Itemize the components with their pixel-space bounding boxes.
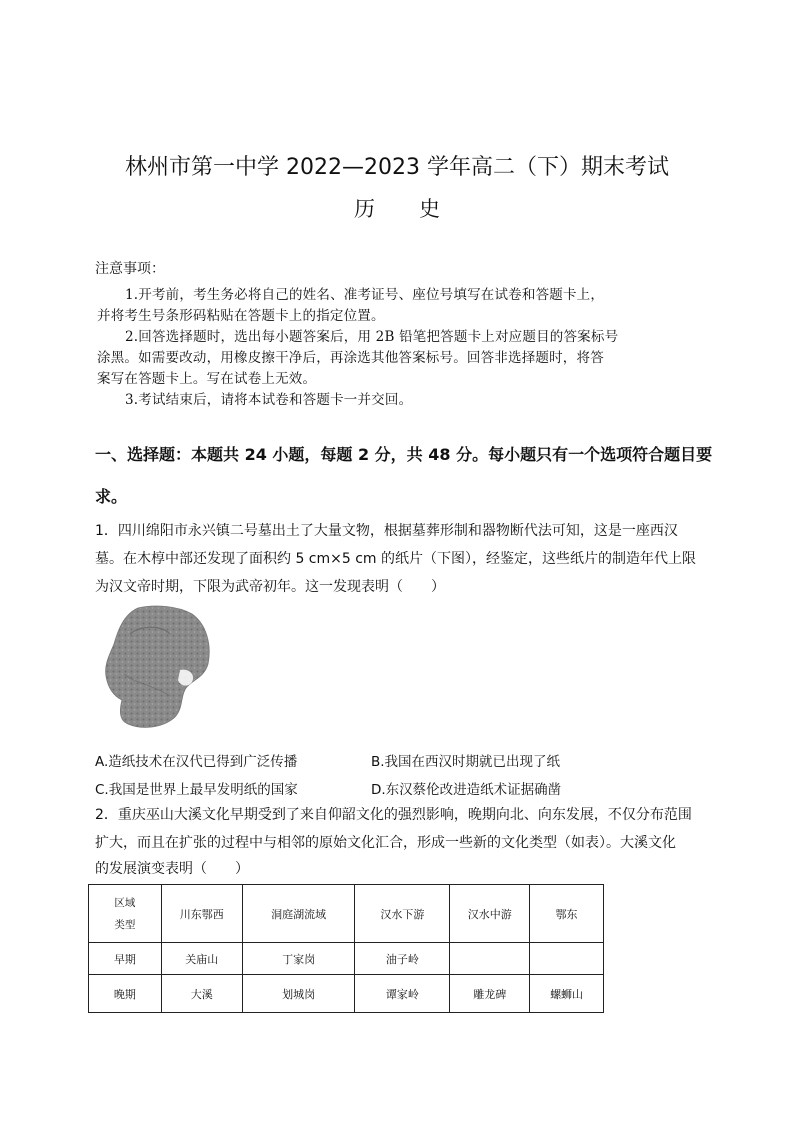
q1-option-c: C.我国是世界上最早发明纸的国家 bbox=[95, 782, 298, 798]
table-cell: 谭家岭 bbox=[355, 975, 450, 1013]
exam-title: 林州市第一中学 2022—2023 学年高二（下）期末考试 bbox=[125, 155, 669, 180]
section-heading-cont: 求。 bbox=[95, 487, 128, 506]
note-line: 并将考生号条形码粘贴在答题卡上的指定位置。 bbox=[97, 308, 385, 324]
section-heading: 一、选择题：本题共 24 小题，每题 2 分，共 48 分。每小题只有一个选项符合题目要 bbox=[95, 445, 713, 464]
table-cell bbox=[450, 943, 530, 975]
column-header: 鄂东 bbox=[530, 885, 604, 943]
subject-title bbox=[0, 193, 794, 223]
column-header: 洞庭湖流域 bbox=[242, 885, 355, 943]
table-cell: 大溪 bbox=[161, 975, 242, 1013]
note-line: 1.开考前，考生务必将自己的姓名、准考证号、座位号填写在试卷和答题卡上， bbox=[125, 287, 605, 303]
table-cell: 油子岭 bbox=[355, 943, 450, 975]
table-cell: 划城岗 bbox=[242, 975, 355, 1013]
question-2-line: 的发展演变表明（ ） bbox=[95, 861, 249, 877]
q1-option-b: B.我国在西汉时期就已出现了纸 bbox=[371, 754, 561, 770]
note-line: 案写在答题卡上。写在试卷上无效。 bbox=[97, 371, 317, 387]
paper-fragment-image bbox=[100, 604, 216, 732]
table-row bbox=[89, 943, 604, 975]
culture-table bbox=[88, 884, 604, 1013]
table-cell: 关庙山 bbox=[161, 943, 242, 975]
row-label: 早期 bbox=[89, 943, 162, 975]
column-header: 川东鄂西 bbox=[161, 885, 242, 943]
question-1-line: 1．四川绵阳市永兴镇二号墓出土了大量文物，根据墓葬形制和器物断代法可知，这是一座西汉 bbox=[95, 523, 678, 539]
question-1-line: 墓。在木椁中部还发现了面积约 5 cm×5 cm 的纸片（下图），经鉴定，这些纸片的制造年代上限 bbox=[95, 551, 697, 567]
row-label: 晚期 bbox=[89, 975, 162, 1013]
note-line: 涂黑。如需要改动，用橡皮擦干净后，再涂选其他答案标号。回答非选择题时，将答 bbox=[97, 350, 604, 366]
corner-bottom-label: 类型 bbox=[114, 918, 136, 931]
q1-option-a: A.造纸技术在汉代已得到广泛传播 bbox=[95, 754, 298, 770]
table-cell: 丁家岗 bbox=[242, 943, 355, 975]
notes-heading: 注意事项： bbox=[95, 261, 165, 277]
note-line: 3.考试结束后，请将本试卷和答题卡一并交回。 bbox=[125, 392, 413, 408]
table-cell bbox=[530, 943, 604, 975]
question-2-line: 2．重庆巫山大溪文化早期受到了来自仰韶文化的强烈影响，晚期向北、向东发展，不仅分布范围 bbox=[95, 807, 692, 823]
table-corner-cell bbox=[89, 885, 162, 943]
column-header: 汉水下游 bbox=[355, 885, 450, 943]
table-cell: 雕龙碑 bbox=[450, 975, 530, 1013]
question-2-line: 扩大，而且在扩张的过程中与相邻的原始文化汇合，形成一些新的文化类型（如表）。大溪文化 bbox=[95, 835, 676, 851]
table-row bbox=[89, 975, 604, 1013]
subject-char-1: 历 bbox=[354, 197, 375, 221]
question-1-line: 为汉文帝时期，下限为武帝初年。这一发现表明（ ） bbox=[95, 579, 445, 595]
table-header-row bbox=[89, 885, 604, 943]
corner-top-label: 区域 bbox=[114, 896, 136, 909]
subject-char-2: 史 bbox=[419, 197, 440, 221]
q1-option-d: D.东汉蔡伦改进造纸术证据确凿 bbox=[371, 782, 562, 798]
table-cell: 螺蛳山 bbox=[530, 975, 604, 1013]
note-line: 2.回答选择题时，选出每小题答案后，用 2B 铅笔把答题卡上对应题目的答案标号 bbox=[125, 329, 619, 345]
column-header: 汉水中游 bbox=[450, 885, 530, 943]
